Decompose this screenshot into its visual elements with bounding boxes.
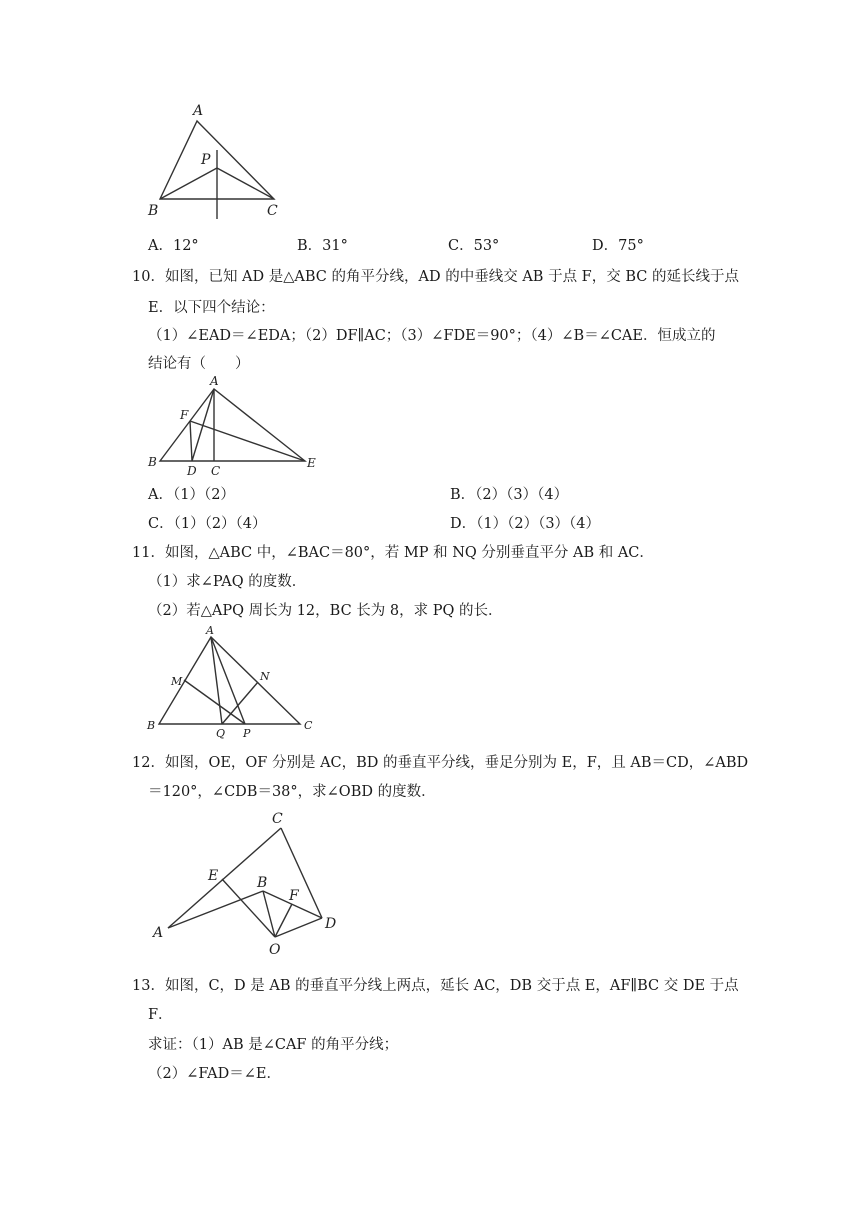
q10-label-f: F	[180, 408, 189, 422]
q12-segment-cd	[281, 828, 322, 918]
q9-option-b: B．31°	[297, 238, 348, 254]
q11-label-b: B	[147, 719, 156, 732]
q13-line-2: F．	[148, 1007, 173, 1023]
q11-label-a: A	[206, 624, 214, 637]
q12-label-e: E	[208, 868, 219, 884]
q12-label-o: O	[269, 942, 281, 958]
q11-label-m: M	[171, 675, 183, 688]
q13-line-4: （2）∠FAD＝∠E．	[148, 1066, 282, 1082]
q10-line-2: E．以下四个结论：	[148, 300, 275, 316]
q10-label-e: E	[307, 456, 316, 470]
q9-option-d: D．75°	[592, 238, 644, 254]
q12-label-d: D	[325, 916, 337, 932]
q12-label-f: F	[289, 888, 299, 904]
q12-line-1: 12．如图，OE，OF 分别是 AC，BD 的垂直平分线，垂足分别为 E，F，且 AB＝CD，∠ABD	[132, 755, 749, 771]
q12-line-2: ＝120°，∠CDB＝38°，求∠OBD 的度数．	[148, 784, 436, 800]
q12-segment-do	[275, 918, 322, 937]
q12-label-a: A	[153, 925, 164, 941]
q10-option-a: A．（1）（2）	[148, 487, 235, 503]
q10-option-c: C．（1）（2）（4）	[148, 516, 267, 532]
q12-segment-ab	[168, 891, 263, 928]
q10-line-4: 结论有（ ）	[148, 356, 250, 372]
q13-line-1: 13．如图，C，D 是 AB 的垂直平分线上两点，延长 AC，DB 交于点 E，AF∥BC 交 DE 于点	[132, 978, 739, 994]
q10-option-d: D．（1）（2）（3）（4）	[450, 516, 601, 532]
q13-line-3: 求证：（1）AB 是∠CAF 的角平分线；	[148, 1037, 399, 1053]
q9-option-a: A．12°	[148, 238, 199, 254]
q12-label-c: C	[272, 811, 283, 827]
q9-label-a: A	[193, 103, 204, 119]
q11-label-n: N	[260, 670, 270, 683]
q11-label-c: C	[304, 719, 313, 732]
q10-option-b: B．（2）（3）（4）	[450, 487, 569, 503]
q10-label-a: A	[210, 374, 219, 388]
q10-line-1: 10．如图，已知 AD 是△ABC 的角平分线，AD 的中垂线交 AB 于点 F，交 BC 的延长线于点	[132, 269, 739, 285]
q11-line-2: （1）求∠PAQ 的度数．	[148, 574, 307, 590]
q12-label-b: B	[257, 875, 268, 891]
q11-label-q: Q	[216, 727, 226, 740]
q9-option-c: C．53°	[448, 238, 500, 254]
q12-segment-fo	[275, 904, 292, 937]
q9-label-b: B	[148, 203, 159, 219]
q11-label-p: P	[243, 727, 251, 740]
q10-label-c: C	[211, 464, 221, 478]
q11-line-3: （2）若△APQ 周长为 12，BC 长为 8，求 PQ 的长．	[148, 603, 503, 619]
q10-label-b: B	[148, 455, 157, 469]
q10-line-3: （1）∠EAD＝∠EDA；（2）DF∥AC；（3）∠FDE＝90°；（4）∠B＝∠CAE．恒成立的	[148, 328, 716, 344]
q9-label-p: P	[201, 152, 211, 168]
q11-line-1: 11．如图，△ABC 中，∠BAC＝80°，若 MP 和 NQ 分别垂直平分 AB 和 AC．	[132, 545, 654, 561]
q9-label-c: C	[267, 203, 278, 219]
q10-label-d: D	[187, 464, 197, 478]
